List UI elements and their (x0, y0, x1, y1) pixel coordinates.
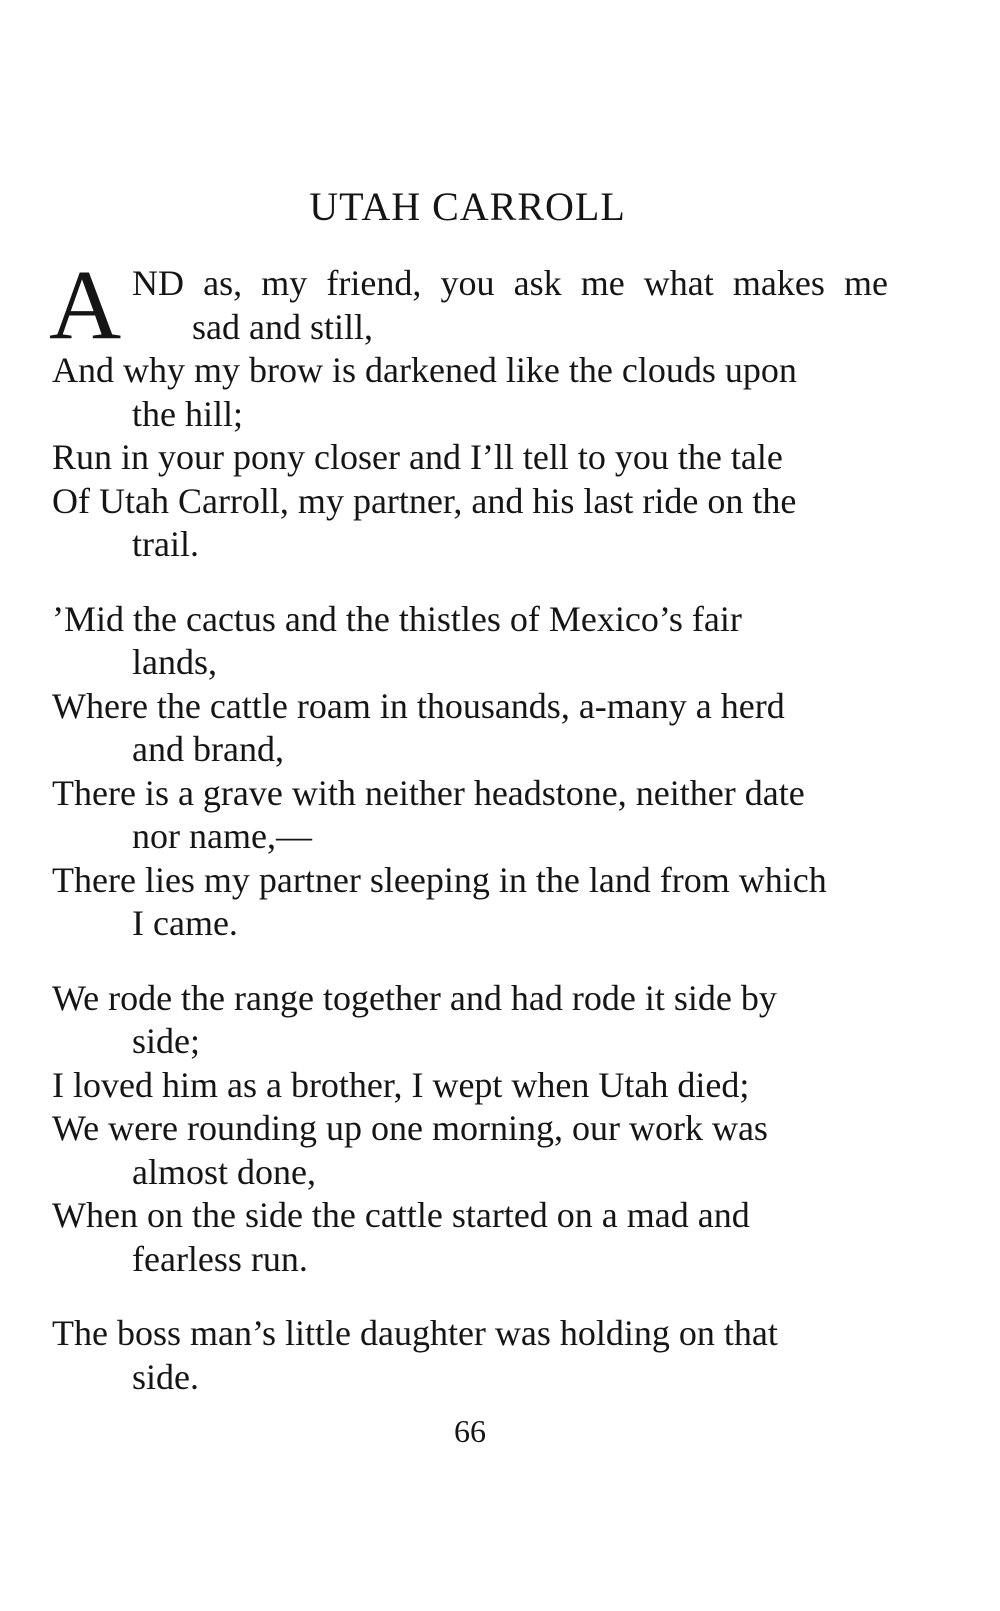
poem-line: We rode the range together and had rode it side by (52, 977, 777, 1018)
poem-line-continuation: almost done, (132, 1151, 316, 1192)
poem-line-continuation: side; (132, 1021, 200, 1061)
poem-line: ’Mid the cactus and the thistles of Mexico’s fair (52, 598, 742, 639)
poem-line: Run in your pony closer and I’ll tell to you the tale (52, 437, 783, 477)
poem-line-continuation: and brand, (132, 729, 284, 769)
poem-line: There is a grave with neither headstone, neither date (52, 772, 805, 813)
poem-line-continuation: lands, (132, 642, 217, 682)
stanza-4 (52, 1312, 888, 1399)
poem-line-continuation: side. (132, 1356, 199, 1397)
poem-line: I loved him as a brother, I wept when Utah died; (52, 1064, 750, 1105)
stanza-1 (49, 249, 888, 567)
poem-line: The boss man’s little daughter was holding on that (52, 1313, 778, 1353)
poem-line: When on the side the cattle started on a mad and (52, 1195, 750, 1235)
poem-line: There lies my partner sleeping in the land from which (52, 859, 827, 900)
poem-body (49, 249, 888, 1430)
poem-line: Where the cattle roam in thousands, a-many a herd (52, 685, 785, 726)
stanza-2 (52, 598, 888, 946)
poem-line-continuation: nor name,— (132, 816, 312, 856)
poem-title: UTAH CARROLL (309, 184, 626, 229)
poem-line: And why my brow is darkened like the clouds upon (52, 350, 797, 390)
poem-line-continuation: the hill; (132, 393, 243, 434)
poem-line: Of Utah Carroll, my partner, and his last ride on the (52, 480, 797, 521)
poem-line: We were rounding up one morning, our work was (52, 1108, 768, 1148)
drop-cap: A (49, 249, 122, 360)
page-number: 66 (454, 1413, 486, 1449)
poem-line-continuation: sad and still, (192, 306, 373, 347)
poem-line-continuation: trail. (132, 524, 199, 564)
poem-line-continuation: I came. (132, 903, 238, 943)
poem-line-continuation: fearless run. (132, 1238, 308, 1279)
stanza-3 (52, 977, 888, 1282)
poem-line: ND as, my friend, you ask me what makes me (132, 263, 888, 303)
